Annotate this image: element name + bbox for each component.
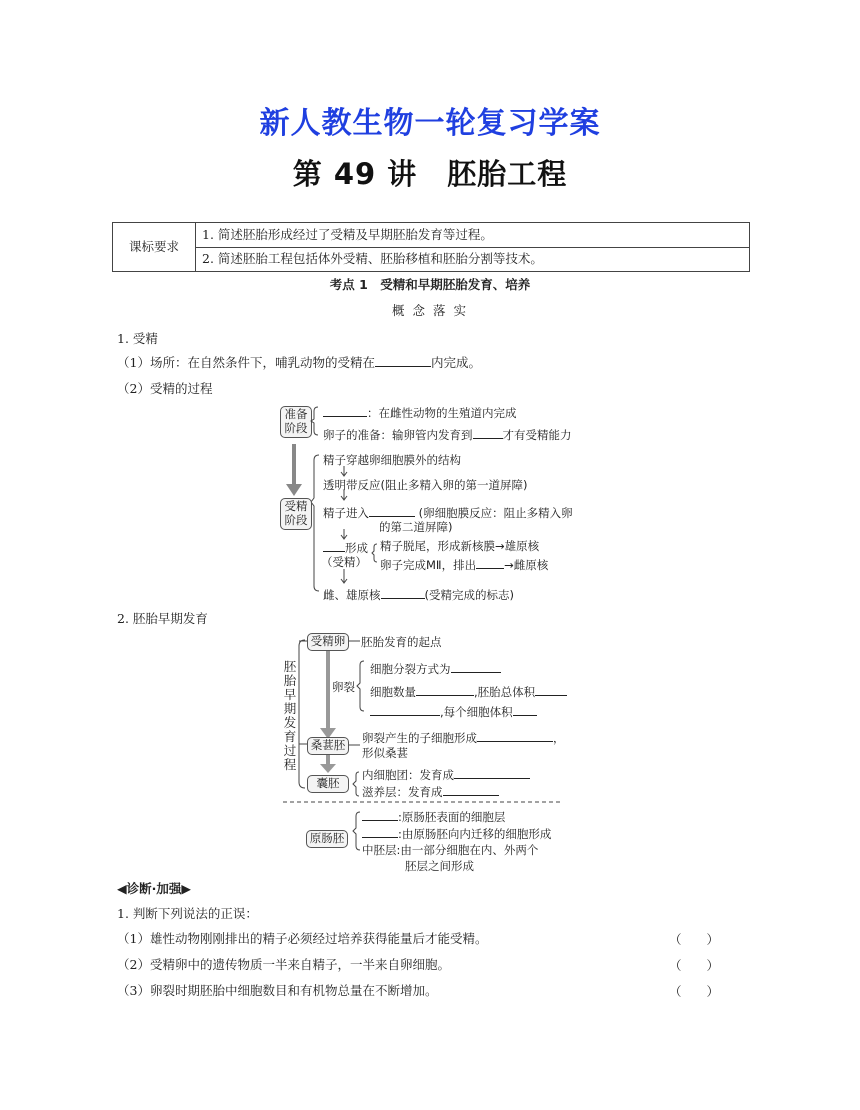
step-sperm-penetrates: 精子穿越卵细胞膜外的结构 bbox=[323, 453, 461, 467]
ectoderm-line: :原肠胚表面的细胞层 bbox=[362, 808, 505, 825]
judge-item-3: （3）卵裂时期胚胎中细胞数目和有机物总量在不断增加。 bbox=[117, 983, 438, 998]
judge-question-title: 1. 判断下列说法的正误： bbox=[117, 906, 258, 921]
step-fertilization-label: （受精） bbox=[321, 555, 367, 569]
q1-text-a: （1）场所：在自然条件下，哺乳动物的受精在 bbox=[117, 355, 375, 370]
male-pronucleus-line: 精子脱尾，形成新核膜→雄原核 bbox=[380, 539, 540, 553]
judge-item-1: （1）雄性动物刚刚排出的精子必须经过培养获得能量后才能受精。 bbox=[117, 931, 488, 946]
cleavage-label: 卵裂 bbox=[332, 680, 355, 694]
trophoblast-line: 滋养层：发育成 bbox=[362, 783, 499, 800]
answer-paren[interactable]: （ ） bbox=[669, 984, 720, 999]
step-second-barrier: 的第二道屏障) bbox=[379, 520, 453, 534]
section-heading: 考点 1 受精和早期胚胎发育、培养 bbox=[329, 277, 531, 292]
requirements-label: 课标要求 bbox=[113, 223, 196, 272]
answer-paren[interactable]: （ ） bbox=[669, 932, 720, 947]
morula-desc-1: 卵裂产生的子细胞形成 ， bbox=[362, 731, 565, 745]
lecture-title: 第 49 讲 胚胎工程 bbox=[292, 157, 568, 191]
diagnosis-heading: ◀诊断·加强▶ bbox=[117, 881, 191, 896]
question-fertilization-process: （2）受精的过程 bbox=[117, 381, 213, 396]
cleavage-cell-volume: ,每个细胞体积 bbox=[370, 703, 537, 720]
requirement-item: 1. 简述胚胎形成经过了受精及早期胚胎发育等过程。 bbox=[196, 223, 750, 248]
cleavage-cell-number: 细胞数量 ,胚胎总体积 bbox=[370, 683, 567, 700]
part1-title: 1. 受精 bbox=[117, 331, 158, 346]
judge-item-2: （2）受精卵中的遗传物质一半来自精子，一半来自卵细胞。 bbox=[117, 957, 450, 972]
answer-paren[interactable]: （ ） bbox=[669, 958, 720, 973]
blastocyst-box: 囊胚 bbox=[307, 775, 349, 793]
step-pronuclei-fuse: 雌、雄原核 (受精完成的标志) bbox=[323, 588, 514, 602]
q1-text-b: 内完成。 bbox=[430, 355, 481, 370]
gastrula-box: 原肠胚 bbox=[306, 830, 348, 848]
zygote-desc: 胚胎发育的起点 bbox=[361, 635, 442, 649]
endoderm-line: :由原肠胚向内迁移的细胞形成 bbox=[362, 825, 551, 842]
fert-stage-box: 受精 阶段 bbox=[280, 498, 312, 530]
cleavage-division-mode: 细胞分裂方式为 bbox=[370, 660, 501, 677]
step-sperm-enters: 精子进入 (卵细胞膜反应：阻止多精入卵 bbox=[323, 506, 573, 520]
prep-stage-box: 准备 阶段 bbox=[280, 406, 312, 438]
mesoderm-line-2: 胚层之间形成 bbox=[405, 859, 474, 873]
step-pronucleus-form: 形成 bbox=[323, 539, 368, 556]
egg-prep-line: 卵子的准备：输卵管内发育到 才有受精能力 bbox=[323, 428, 572, 442]
morula-desc-2: 形似桑葚 bbox=[362, 746, 408, 760]
morula-box: 桑葚胚 bbox=[307, 737, 349, 755]
zygote-box: 受精卵 bbox=[307, 633, 349, 651]
section-subheading: 概 念 落 实 bbox=[392, 303, 468, 318]
sperm-prep-line: ：在雌性动物的生殖道内完成 bbox=[323, 404, 517, 421]
mesoderm-line: 中胚层:由一部分细胞在内、外两个 bbox=[362, 843, 539, 857]
main-title: 新人教生物一轮复习学案 bbox=[259, 106, 601, 141]
requirement-item: 2. 简述胚胎工程包括体外受精、胚胎移植和胚胎分割等技术。 bbox=[196, 247, 750, 272]
part2-title: 2. 胚胎早期发育 bbox=[117, 611, 208, 626]
female-pronucleus-line: 卵子完成MⅡ，排出 →雌原核 bbox=[380, 558, 549, 572]
embryo-side-label: 胚胎早期发育过程 bbox=[283, 659, 297, 772]
inner-cell-mass-line: 内细胞团：发育成 bbox=[362, 766, 530, 783]
step-zona-reaction: 透明带反应(阻止多精入卵的第一道屏障) bbox=[323, 478, 528, 492]
